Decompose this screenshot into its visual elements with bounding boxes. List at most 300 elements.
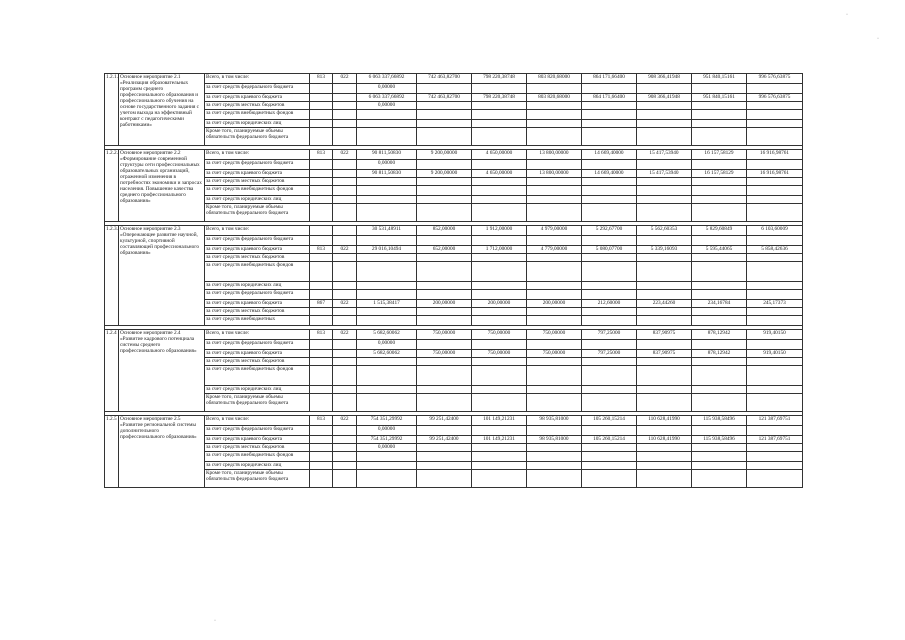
amount-cell xyxy=(637,308,692,316)
funding-source: за счет средств внебюджетных фондов xyxy=(205,110,310,120)
amount-cell: 101 149,21231 xyxy=(472,416,527,426)
table-row xyxy=(105,426,803,436)
amount-cell xyxy=(747,186,803,196)
amount-cell: 110 628,41990 xyxy=(637,436,692,444)
amount-cell: 9 200,00000 xyxy=(417,150,472,160)
grbs-code xyxy=(310,120,333,128)
section-code xyxy=(333,120,357,128)
amount-cell xyxy=(472,394,527,412)
scan-speck: · xyxy=(214,618,216,624)
amount-cell: 951 840,15161 xyxy=(692,74,747,84)
amount-cell: 919,40150 xyxy=(747,330,803,340)
table-row xyxy=(105,366,803,386)
funding-source: Всего, в том числе: xyxy=(205,74,310,84)
section-code xyxy=(333,426,357,436)
amount-cell: 5 080,07700 xyxy=(582,246,637,254)
amount-cell xyxy=(417,84,472,94)
amount-cell xyxy=(637,316,692,326)
amount-cell: 797,25000 xyxy=(582,350,637,358)
amount-cell xyxy=(637,452,692,462)
amount-cell: 0,00000 xyxy=(357,102,417,110)
funding-source: за счет средств юридических лиц xyxy=(205,386,310,394)
section-code xyxy=(333,452,357,462)
amount-cell xyxy=(637,254,692,262)
amount-cell: 754 351,29992 xyxy=(357,416,417,426)
amount-cell: 6 063 337,66892 xyxy=(357,94,417,102)
table-row xyxy=(105,204,803,222)
amount-cell xyxy=(747,358,803,366)
section-code xyxy=(333,110,357,120)
amount-cell xyxy=(417,128,472,146)
amount-cell xyxy=(692,178,747,186)
amount-cell xyxy=(417,340,472,350)
amount-cell: 878,12942 xyxy=(692,350,747,358)
amount-cell xyxy=(472,340,527,350)
amount-cell: 754 351,29992 xyxy=(357,436,417,444)
amount-cell: 864 171,66400 xyxy=(582,94,637,102)
table-row xyxy=(105,462,803,470)
section-code: 022 xyxy=(333,416,357,426)
table-row xyxy=(105,350,803,358)
amount-cell xyxy=(417,470,472,488)
amount-cell xyxy=(527,426,582,436)
section-code: 022 xyxy=(333,246,357,254)
amount-cell xyxy=(582,340,637,350)
funding-source: Кроме того, планируемые объемы обязательств федерального бюджета xyxy=(205,470,310,488)
section-code xyxy=(333,316,357,326)
amount-cell xyxy=(527,110,582,120)
amount-cell xyxy=(637,204,692,222)
table-row xyxy=(105,308,803,316)
amount-cell xyxy=(692,186,747,196)
amount-cell xyxy=(747,128,803,146)
amount-cell: 742 463,82700 xyxy=(417,74,472,84)
amount-cell: 4 979,00000 xyxy=(527,226,582,236)
amount-cell xyxy=(747,236,803,246)
amount-cell: 5 829,60849 xyxy=(692,226,747,236)
amount-cell: 798 220,38748 xyxy=(472,94,527,102)
funding-source: за счет средств краевого бюджета xyxy=(205,94,310,102)
section-code xyxy=(333,226,357,236)
grbs-code xyxy=(310,462,333,470)
amount-cell xyxy=(417,160,472,170)
amount-cell: 864 171,66400 xyxy=(582,74,637,84)
grbs-code xyxy=(310,308,333,316)
section-code xyxy=(333,178,357,186)
amount-cell: 996 576,63875 xyxy=(747,94,803,102)
amount-cell xyxy=(527,386,582,394)
grbs-code xyxy=(310,366,333,386)
amount-cell xyxy=(637,110,692,120)
amount-cell xyxy=(692,262,747,282)
grbs-code xyxy=(310,160,333,170)
grbs-code xyxy=(310,444,333,452)
amount-cell xyxy=(417,204,472,222)
section-code xyxy=(333,282,357,290)
funding-source: за счет средств юридических лиц xyxy=(205,282,310,290)
amount-cell: 13 800,00000 xyxy=(527,170,582,178)
amount-cell xyxy=(417,462,472,470)
amount-cell xyxy=(747,308,803,316)
amount-cell xyxy=(637,366,692,386)
section-code xyxy=(333,196,357,204)
amount-cell xyxy=(747,204,803,222)
funding-source: Всего, в том числе: xyxy=(205,330,310,340)
funding-source: за счет средств федерального бюджета xyxy=(205,426,310,436)
section-code xyxy=(333,386,357,394)
amount-cell: 6 063 337,66892 xyxy=(357,74,417,84)
amount-cell xyxy=(527,196,582,204)
amount-cell xyxy=(637,386,692,394)
amount-cell xyxy=(692,444,747,452)
amount-cell xyxy=(692,128,747,146)
amount-cell: 14 669,40000 xyxy=(582,150,637,160)
amount-cell xyxy=(527,102,582,110)
amount-cell: 878,12942 xyxy=(692,330,747,340)
amount-cell: 837,90975 xyxy=(637,330,692,340)
amount-cell xyxy=(357,462,417,470)
amount-cell xyxy=(357,290,417,300)
amount-cell xyxy=(472,196,527,204)
amount-cell xyxy=(357,186,417,196)
amount-cell xyxy=(472,178,527,186)
amount-cell: 30 531,48911 xyxy=(357,226,417,236)
table-row xyxy=(105,300,803,308)
amount-cell xyxy=(472,444,527,452)
section-code xyxy=(333,462,357,470)
funding-source: Всего, в том числе: xyxy=(205,150,310,160)
section-code xyxy=(333,170,357,178)
amount-cell xyxy=(692,204,747,222)
amount-cell: 750,00000 xyxy=(417,330,472,340)
amount-cell: 742 463,82700 xyxy=(417,94,472,102)
amount-cell: 996 576,63875 xyxy=(747,74,803,84)
funding-source: за счет средств краевого бюджета xyxy=(205,436,310,444)
amount-cell: 90 811,50830 xyxy=(357,150,417,160)
grbs-code xyxy=(310,470,333,488)
amount-cell xyxy=(472,358,527,366)
amount-cell xyxy=(582,84,637,94)
amount-cell xyxy=(637,128,692,146)
amount-cell xyxy=(582,470,637,488)
amount-cell xyxy=(747,84,803,94)
table-row xyxy=(105,102,803,110)
funding-source: за счет средств местных бюджетов xyxy=(205,178,310,186)
amount-cell xyxy=(637,340,692,350)
funding-source: за счет средств местных бюджетов xyxy=(205,308,310,316)
amount-cell xyxy=(582,316,637,326)
amount-cell xyxy=(637,290,692,300)
amount-cell xyxy=(692,358,747,366)
amount-cell: 110 628,41990 xyxy=(637,416,692,426)
amount-cell xyxy=(637,236,692,246)
section-code xyxy=(333,186,357,196)
amount-cell: 0,00000 xyxy=(357,426,417,436)
amount-cell: 4 650,00000 xyxy=(472,170,527,178)
amount-cell: 5 562,60353 xyxy=(637,226,692,236)
funding-source: за счет средств федерального бюджета xyxy=(205,160,310,170)
amount-cell xyxy=(417,426,472,436)
funding-source: Кроме того, планируемые объемы обязательств федерального бюджета xyxy=(205,394,310,412)
table-row xyxy=(105,470,803,488)
funding-source: за счет средств юридических лиц xyxy=(205,196,310,204)
amount-cell xyxy=(472,186,527,196)
funding-source: за счет средств внебюджетных фондов xyxy=(205,452,310,462)
amount-cell xyxy=(582,254,637,262)
amount-cell xyxy=(472,452,527,462)
amount-cell xyxy=(637,426,692,436)
amount-cell xyxy=(692,386,747,394)
amount-cell xyxy=(357,358,417,366)
amount-cell xyxy=(637,186,692,196)
amount-cell xyxy=(582,128,637,146)
amount-cell: 13 800,00000 xyxy=(527,150,582,160)
amount-cell: 5 682,60062 xyxy=(357,330,417,340)
amount-cell xyxy=(747,462,803,470)
amount-cell xyxy=(417,358,472,366)
funding-source: за счет средств федерального бюджета xyxy=(205,84,310,94)
grbs-code xyxy=(310,262,333,282)
amount-cell xyxy=(637,84,692,94)
amount-cell xyxy=(357,282,417,290)
amount-cell xyxy=(747,340,803,350)
section-code xyxy=(333,94,357,102)
amount-cell xyxy=(582,110,637,120)
amount-cell xyxy=(472,462,527,470)
funding-source: Кроме того, планируемые объемы обязательств федерального бюджета xyxy=(205,128,310,146)
grbs-code xyxy=(310,282,333,290)
amount-cell xyxy=(582,178,637,186)
amount-cell xyxy=(692,308,747,316)
amount-cell xyxy=(472,236,527,246)
activity-name: Основное мероприятие 2.2 «Формирование современной структуры сети профессиональных образовательных организаций, отраженной изменения в потребностях экономики и запросах населения. Повышение качества среднего профессионального образования» xyxy=(119,150,205,222)
amount-cell xyxy=(692,452,747,462)
amount-cell xyxy=(417,444,472,452)
amount-cell xyxy=(472,308,527,316)
section-code xyxy=(333,236,357,246)
grbs-code xyxy=(310,84,333,94)
section-code xyxy=(333,366,357,386)
amount-cell xyxy=(527,366,582,386)
table-row xyxy=(105,358,803,366)
amount-cell xyxy=(582,196,637,204)
amount-cell: 951 840,15161 xyxy=(692,94,747,102)
table-row xyxy=(105,436,803,444)
grbs-code xyxy=(310,386,333,394)
amount-cell xyxy=(747,470,803,488)
table-row xyxy=(105,74,803,84)
grbs-code xyxy=(310,196,333,204)
amount-cell xyxy=(527,128,582,146)
section-code xyxy=(333,204,357,222)
amount-cell xyxy=(527,444,582,452)
section-code xyxy=(333,350,357,358)
amount-cell: 16 157,58129 xyxy=(692,150,747,160)
amount-cell xyxy=(692,196,747,204)
amount-cell: 90 811,50830 xyxy=(357,170,417,178)
amount-cell xyxy=(692,394,747,412)
amount-cell: 15 417,53940 xyxy=(637,150,692,160)
activity-number: 1.2.1. xyxy=(105,74,119,146)
amount-cell: 200,00000 xyxy=(527,300,582,308)
table-row xyxy=(105,340,803,350)
amount-cell: 16 916,98761 xyxy=(747,170,803,178)
amount-cell xyxy=(357,204,417,222)
section-code xyxy=(333,444,357,452)
table-row xyxy=(105,226,803,236)
section-code xyxy=(333,290,357,300)
amount-cell: 750,00000 xyxy=(472,350,527,358)
amount-cell xyxy=(582,308,637,316)
amount-cell xyxy=(527,262,582,282)
funding-source: Кроме того, планируемые объемы обязательств федерального бюджета xyxy=(205,204,310,222)
amount-cell: 1 712,00000 xyxy=(472,246,527,254)
amount-cell: 200,00000 xyxy=(417,300,472,308)
section-code xyxy=(333,84,357,94)
amount-cell: 0,00000 xyxy=(357,84,417,94)
amount-cell xyxy=(527,186,582,196)
grbs-code: 813 xyxy=(310,150,333,160)
amount-cell: 803 820,68000 xyxy=(527,74,582,84)
amount-cell: 14 669,40000 xyxy=(582,170,637,178)
section-code: 022 xyxy=(333,74,357,84)
grbs-code: 813 xyxy=(310,416,333,426)
funding-source: за счет средств внебюджетных фондов xyxy=(205,366,310,386)
grbs-code xyxy=(310,110,333,120)
grbs-code xyxy=(310,102,333,110)
table-row xyxy=(105,128,803,146)
amount-cell: 5 682,60062 xyxy=(357,350,417,358)
amount-cell xyxy=(472,102,527,110)
amount-cell: 98 935,81000 xyxy=(527,416,582,426)
table-row xyxy=(105,94,803,102)
activity-name: Основное мероприятие 2.3 «Опережающее развитие научной, культурной, спортивной составляющей профессионального образования» xyxy=(119,226,205,326)
amount-cell xyxy=(692,316,747,326)
funding-source: за счет средств внебюджетных фондов xyxy=(205,262,310,282)
table-row xyxy=(105,170,803,178)
amount-cell: 908 366,41948 xyxy=(637,94,692,102)
funding-source: за счет средств краевого бюджета xyxy=(205,300,310,308)
grbs-code xyxy=(310,236,333,246)
amount-cell xyxy=(417,282,472,290)
funding-source: за счет средств местных бюджетов xyxy=(205,358,310,366)
amount-cell xyxy=(472,290,527,300)
amount-cell: 0,00000 xyxy=(357,340,417,350)
funding-source: Всего, в том числе: xyxy=(205,226,310,236)
table-row xyxy=(105,386,803,394)
activity-number: 1.2.2. xyxy=(105,150,119,222)
amount-cell xyxy=(472,160,527,170)
amount-cell xyxy=(417,102,472,110)
amount-cell xyxy=(472,366,527,386)
amount-cell: 200,00000 xyxy=(472,300,527,308)
amount-cell xyxy=(472,110,527,120)
table-row xyxy=(105,316,803,326)
amount-cell xyxy=(472,120,527,128)
amount-cell xyxy=(692,340,747,350)
table-row xyxy=(105,330,803,340)
amount-cell xyxy=(637,444,692,452)
amount-cell xyxy=(692,290,747,300)
section-code xyxy=(333,262,357,282)
amount-cell: 15 417,53940 xyxy=(637,170,692,178)
amount-cell xyxy=(357,470,417,488)
scan-speck: · xyxy=(877,36,879,42)
amount-cell xyxy=(527,204,582,222)
amount-cell xyxy=(692,110,747,120)
amount-cell xyxy=(357,110,417,120)
amount-cell: 837,90975 xyxy=(637,350,692,358)
amount-cell xyxy=(692,470,747,488)
amount-cell xyxy=(527,282,582,290)
funding-source: за счет средств краевого бюджета xyxy=(205,350,310,358)
amount-cell xyxy=(527,462,582,470)
amount-cell xyxy=(527,394,582,412)
amount-cell: 105 260,15214 xyxy=(582,416,637,426)
table-row xyxy=(105,84,803,94)
grbs-code xyxy=(310,426,333,436)
amount-cell xyxy=(637,262,692,282)
table-row xyxy=(105,236,803,246)
table-row xyxy=(105,262,803,282)
amount-cell: 852,00000 xyxy=(417,226,472,236)
table-row xyxy=(105,196,803,204)
amount-cell xyxy=(417,386,472,394)
amount-cell: 245,17373 xyxy=(747,300,803,308)
amount-cell xyxy=(582,186,637,196)
amount-cell xyxy=(527,236,582,246)
amount-cell xyxy=(527,84,582,94)
amount-cell: 1 912,00000 xyxy=(472,226,527,236)
grbs-code: 813 xyxy=(310,74,333,84)
table-row xyxy=(105,150,803,160)
amount-cell xyxy=(417,316,472,326)
amount-cell xyxy=(472,262,527,282)
amount-cell: 908 366,41948 xyxy=(637,74,692,84)
amount-cell: 98 935,81000 xyxy=(527,436,582,444)
amount-cell: 750,00000 xyxy=(472,330,527,340)
amount-cell: 0,00000 xyxy=(357,160,417,170)
grbs-code xyxy=(310,254,333,262)
grbs-code xyxy=(310,290,333,300)
amount-cell xyxy=(472,470,527,488)
funding-source: за счет средств федерального бюджета xyxy=(205,236,310,246)
section-code xyxy=(333,254,357,262)
table-row xyxy=(105,444,803,452)
amount-cell xyxy=(357,178,417,186)
amount-cell xyxy=(417,366,472,386)
amount-cell xyxy=(582,358,637,366)
amount-cell xyxy=(582,160,637,170)
amount-cell xyxy=(472,316,527,326)
amount-cell xyxy=(417,262,472,282)
amount-cell xyxy=(357,236,417,246)
funding-source: за счет средств внебюджетных фондов xyxy=(205,186,310,196)
amount-cell: 803 820,68000 xyxy=(527,94,582,102)
amount-cell: 750,00000 xyxy=(417,350,472,358)
amount-cell: 99 251,42400 xyxy=(417,416,472,426)
amount-cell xyxy=(527,160,582,170)
funding-source: за счет средств местных бюджетов xyxy=(205,254,310,262)
table-row xyxy=(105,178,803,186)
section-code: 022 xyxy=(333,300,357,308)
grbs-code xyxy=(310,226,333,236)
amount-cell xyxy=(582,452,637,462)
amount-cell: 4 779,00000 xyxy=(527,246,582,254)
amount-cell xyxy=(417,236,472,246)
amount-cell: 234,16784 xyxy=(692,300,747,308)
funding-source: за счет средств местных бюджетов xyxy=(205,444,310,452)
